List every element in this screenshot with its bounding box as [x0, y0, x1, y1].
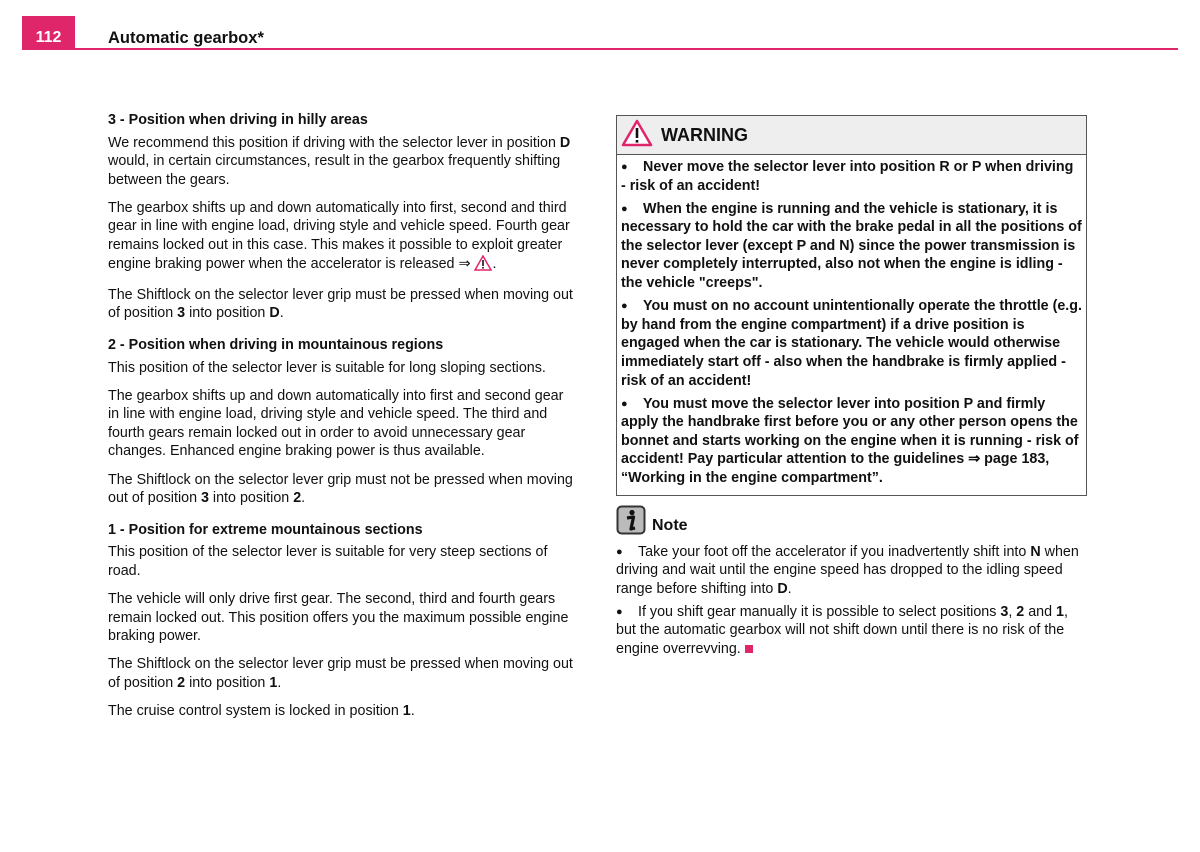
- text-run: This position of the selector lever is suitable for very steep sections of road.: [108, 544, 548, 579]
- text-run: The Shiftlock on the selector lever grip must not be pressed when moving out of position: [108, 471, 573, 507]
- text-run: 3: [177, 305, 186, 322]
- paragraph: [108, 590, 578, 646]
- text-run: 2: [177, 674, 186, 691]
- text-run: .: [410, 702, 415, 719]
- bullet-icon: ●: [621, 161, 628, 173]
- paragraph: [108, 134, 578, 190]
- text-run: You must move the selector lever into position P and firmly apply the handbrake first before you or any other person opens the bonnet and starts working on the engine when it is running - risk of accident! Pay particular attention to the guidelines ⇒ page 183, “Working in the engine compartment”.: [621, 395, 1079, 486]
- info-icon: [616, 505, 646, 541]
- paragraph: [108, 387, 578, 461]
- text-run: would, in certain circumstances, result in the gearbox frequently shifting between the gears.: [108, 153, 561, 188]
- note-label: Note: [652, 516, 688, 534]
- warning-triangle-icon: [474, 255, 492, 277]
- warning-header: [617, 116, 1086, 155]
- text-run: ,: [1008, 603, 1017, 620]
- paragraph: [108, 199, 578, 276]
- paragraph: [108, 359, 578, 378]
- text-run: 2: [293, 490, 302, 507]
- text-run: into position: [208, 490, 294, 507]
- text-run: and: [1024, 603, 1057, 620]
- bullet-icon: ●: [616, 605, 623, 618]
- bullet-icon: ●: [621, 300, 628, 313]
- text-run: You must on no account unintentionally operate the throttle (e.g. by hand from the engine compartment) if a drive position is engaged when the car is stationary. The vehicle would otherwise immediately start off - also when the handbrake is firmly applied - risk of an accident!: [621, 298, 1082, 389]
- paragraph: [108, 286, 578, 323]
- text-run: into position: [185, 305, 270, 322]
- text-run: The gearbox shifts up and down automatically into first and second gear in line with engine load, driving style and vehicle speed. The third and fourth gears remain locked out in order to avoid unnecessary gear changes. Enhanced engine braking power is thus available.: [108, 387, 564, 460]
- text-run: 3: [201, 490, 209, 507]
- text-run: 1: [402, 702, 411, 719]
- page-title: Automatic gearbox*: [108, 29, 264, 47]
- text-run: when driving and wait until the engine speed has dropped to the idling speed range before shifting into: [616, 543, 1079, 597]
- paragraph: [108, 655, 578, 692]
- bullet-item: [621, 297, 1082, 390]
- text-run: , but the automatic gearbox will not shift down until there is no risk of the engine overrevving.: [616, 603, 1068, 658]
- text-run: This position of the selector lever is suitable for long sloping sections.: [108, 359, 546, 376]
- left-column: [108, 111, 578, 734]
- text-run: 1: [269, 674, 278, 691]
- bullet-icon: ●: [616, 545, 623, 558]
- warning-triangle-icon: [621, 119, 653, 152]
- text-run: We recommend this position if driving with the selector lever in position: [108, 134, 560, 151]
- bullet-item: [616, 543, 1088, 599]
- text-run: The cruise control system is locked in position: [108, 702, 403, 719]
- text-run: .: [277, 674, 282, 691]
- text-run: When the engine is running and the vehicle is stationary, it is necessary to hold the car with the brake pedal in all the positions of the selector lever (except P and N) since the power transmission is never completely interrupted, also not when the engine is idling - the vehicle "creeps".: [621, 200, 1082, 292]
- bullet-item: [621, 158, 1082, 195]
- text-run: D: [777, 580, 788, 597]
- bullet-icon: ●: [621, 397, 628, 410]
- text-run: 2: [1016, 603, 1025, 620]
- text-run: If you shift gear manually it is possible to select positions: [638, 603, 1001, 620]
- text-run: Take your foot off the accelerator if you inadvertently shift into: [638, 543, 1031, 560]
- text-run: .: [301, 490, 306, 507]
- note-box: [616, 505, 1088, 663]
- text-run: D: [559, 134, 571, 151]
- text-run: 1: [1056, 603, 1064, 620]
- text-run: .: [492, 255, 497, 272]
- section-heading: 1 - Position for extreme mountainous sections: [108, 521, 423, 538]
- warning-body: [617, 155, 1086, 495]
- text-run: The gearbox shifts up and down automatically into first, second and third gear in line with engine load, driving style and vehicle speed. Fourth gear remains locked out in this case. This makes it possible to exploit greater engine braking power when the accelerator is released ⇒: [108, 199, 570, 272]
- text-run: into position: [185, 674, 270, 691]
- paragraph: [108, 543, 578, 580]
- text-run: The Shiftlock on the selector lever grip must be pressed when moving out of position: [108, 656, 573, 691]
- text-run: 3: [1000, 603, 1009, 620]
- section-heading: 3 - Position when driving in hilly areas: [108, 112, 368, 128]
- text-run: The Shiftlock on the selector lever grip must be pressed when moving out of position: [108, 286, 573, 322]
- bullet-item: [616, 603, 1088, 659]
- text-run: The vehicle will only drive first gear. The second, third and fourth gears remain locked out. This position offers you the maximum possible engine braking power.: [108, 590, 569, 645]
- end-of-section-icon: [745, 645, 753, 653]
- text-run: D: [269, 305, 280, 322]
- header-rule: [22, 48, 1178, 50]
- bullet-icon: ●: [621, 202, 628, 215]
- paragraph: [108, 471, 578, 508]
- warning-label: WARNING: [661, 124, 748, 145]
- text-run: .: [787, 580, 792, 597]
- warning-box: [616, 115, 1087, 496]
- text-run: .: [279, 305, 284, 322]
- section-heading: 2 - Position when driving in mountainous regions: [108, 336, 444, 353]
- text-run: Never move the selector lever into position R or P when driving - risk of an accident!: [621, 159, 1074, 194]
- bullet-item: [621, 395, 1082, 488]
- note-header: [616, 505, 1088, 541]
- bullet-item: [621, 200, 1082, 293]
- page-number: 112: [22, 16, 75, 50]
- text-run: N: [1030, 543, 1041, 560]
- paragraph: [108, 702, 578, 721]
- note-body: [616, 543, 1088, 659]
